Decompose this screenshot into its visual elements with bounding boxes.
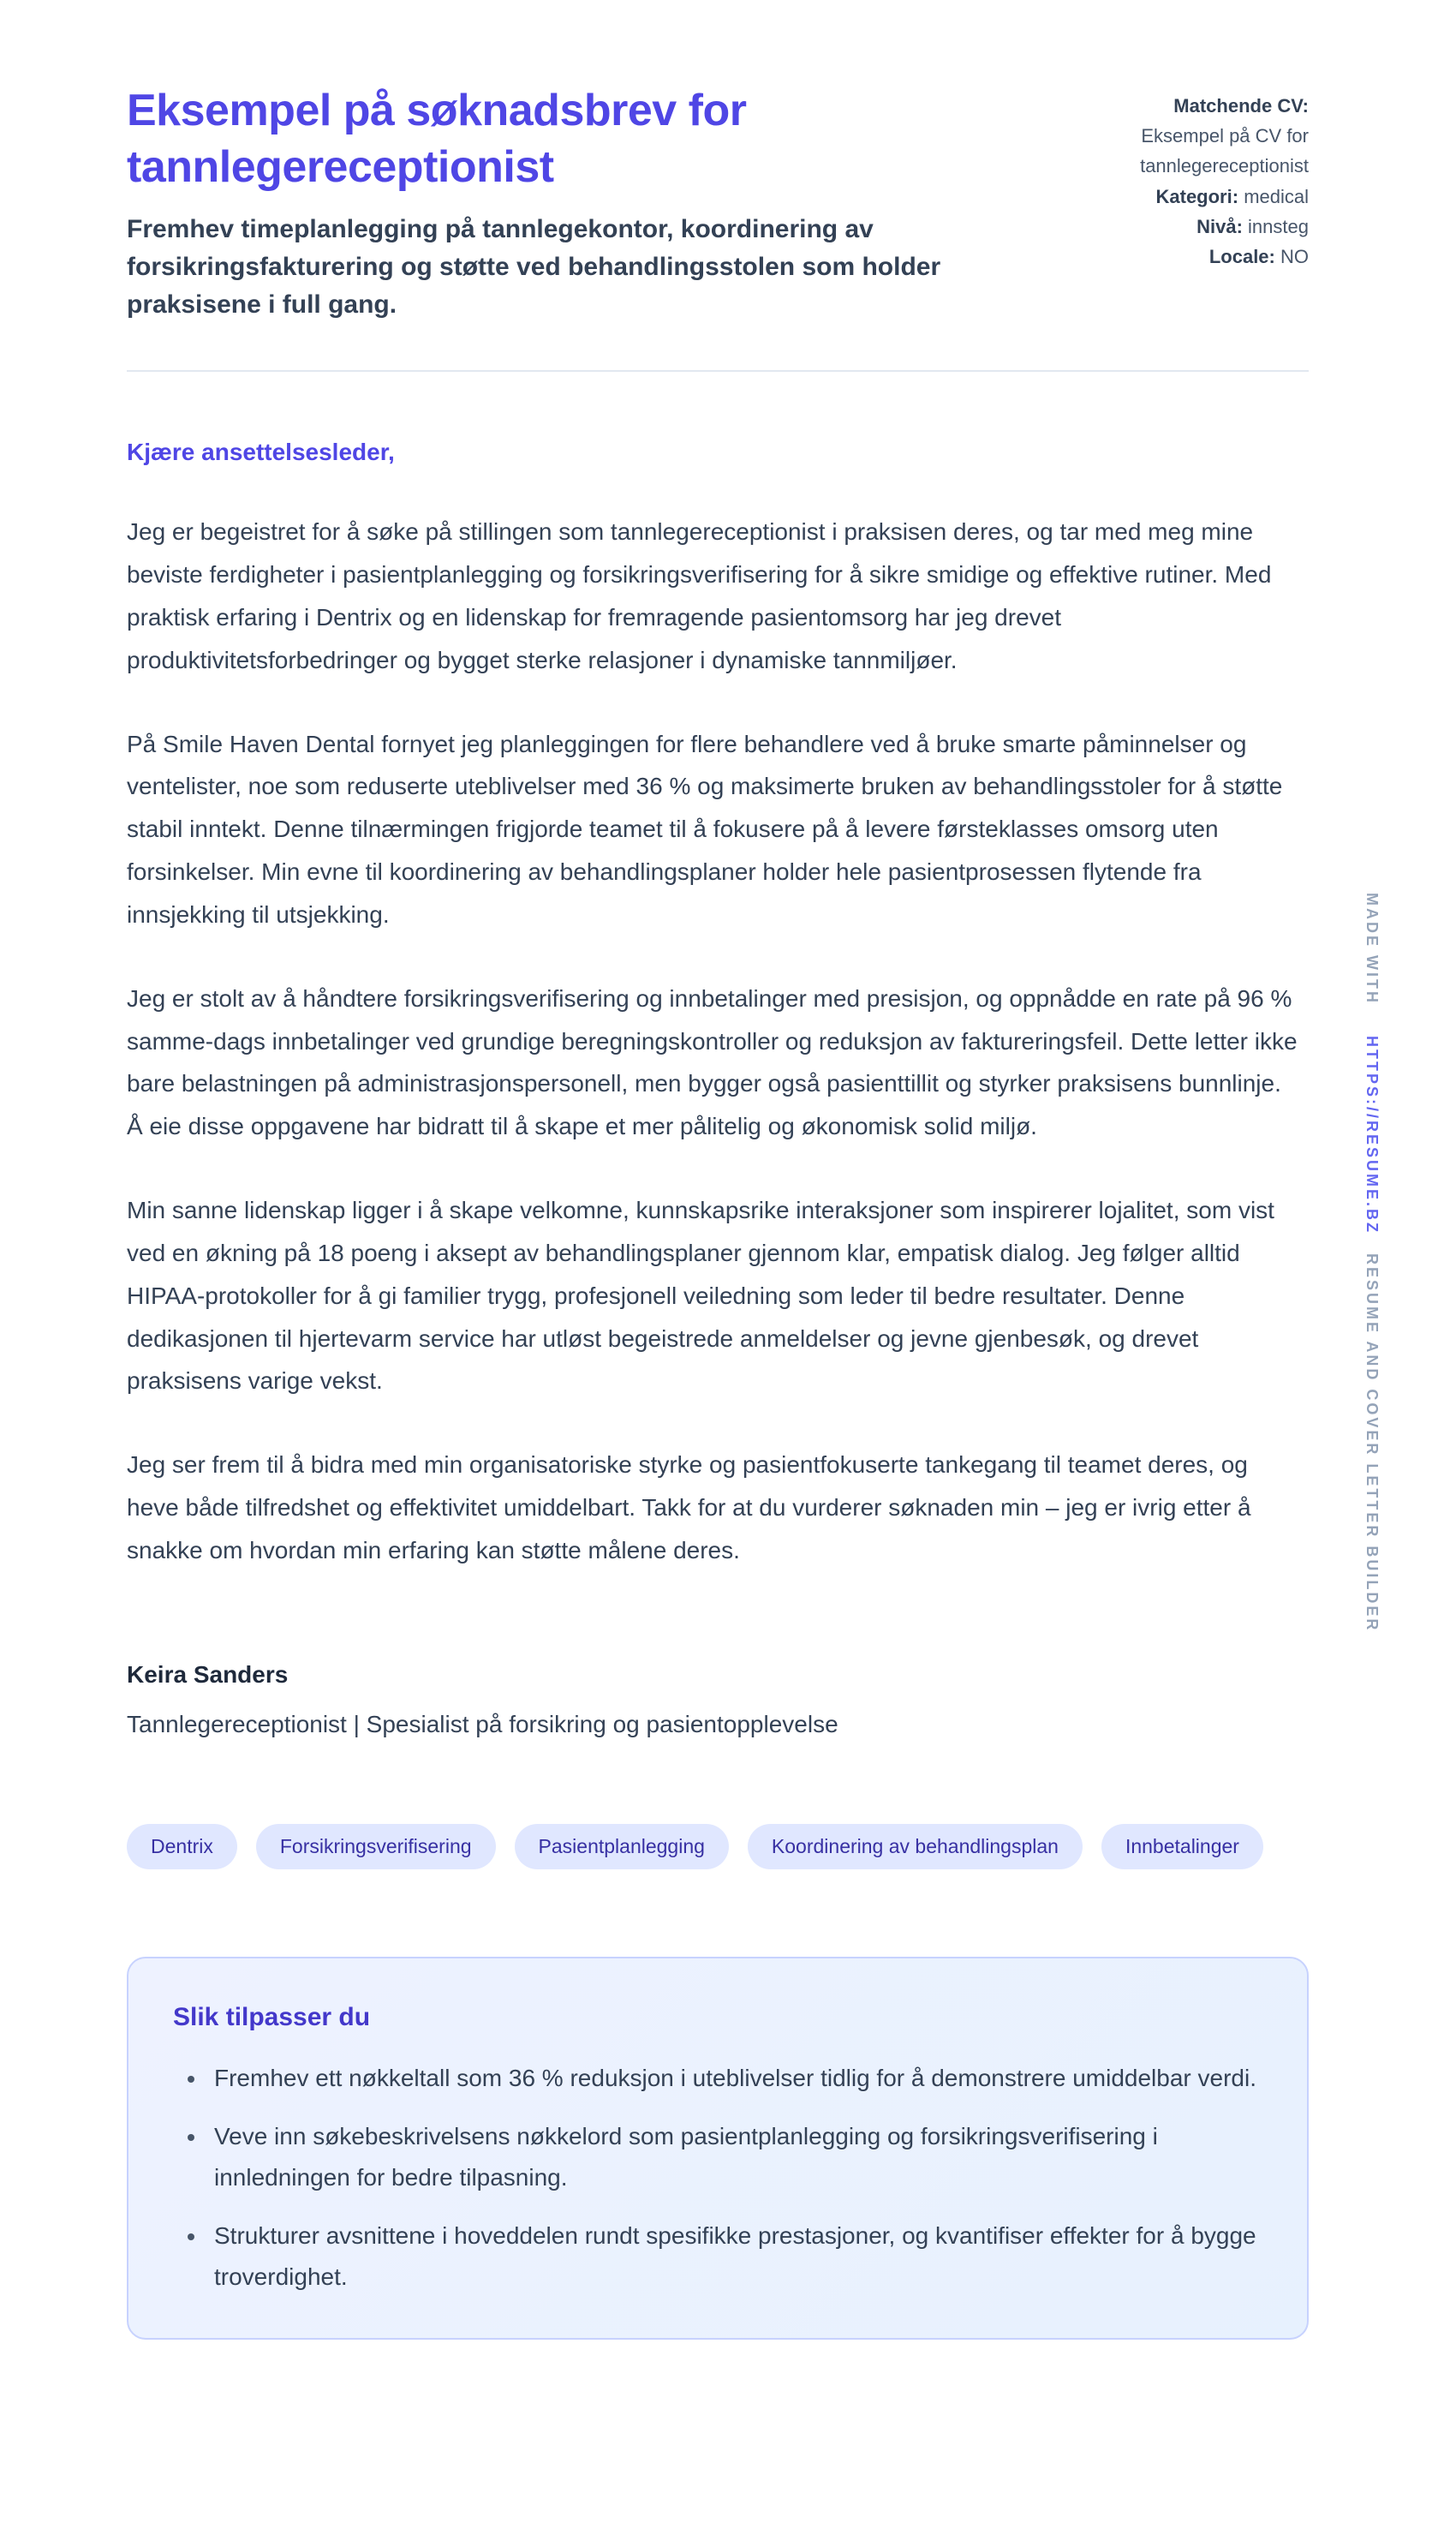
letter-body bbox=[127, 439, 1309, 1737]
signature-block bbox=[127, 1661, 1309, 1738]
letter-paragraph: Jeg er begeistret for å søke på stillingen som tannlegereceptionist i praksisen deres, og tar med meg mine beviste ferdigheter i pasientplanlegging og forsikringsverifisering for å sikre smidige og effektive rutiner. Med praktisk erfaring i Dentrix og en lidenskap for fremragende pasientomsorg har jeg drevet produktivitetsforbedringer og bygget sterke relasjoner i dynamiske tannmiljøer. bbox=[127, 518, 1272, 673]
meta-locale-value: NO bbox=[1280, 245, 1309, 267]
letter-paragraph: På Smile Haven Dental fornyet jeg planleggingen for flere behandlere ved å bruke smarte påminnelser og ventelister, noe som reduserte uteblivelser med 36 % og maksimerte bruken av behandlingsstoler for å støtte stabil inntekt. Denne tilnærmingen frigjorde teamet til å fokusere på å levere førsteklasses omsorg uten forsinkelser. Min evne til koordinering av behandlingsplaner holder hele pasientprosessen flytende fra innsjekking til utsjekking. bbox=[127, 730, 1283, 928]
tips-list bbox=[173, 2058, 1262, 2299]
tag-pill[interactable]: Dentrix bbox=[127, 1824, 237, 1869]
signature-name: Keira Sanders bbox=[127, 1660, 289, 1688]
tips-heading: Slik tilpasser du bbox=[173, 2002, 371, 2031]
watermark bbox=[1363, 893, 1381, 1644]
meta-matching-cv bbox=[1035, 91, 1309, 182]
meta-matching-cv-link[interactable]: Eksempel på CV for tannlegereceptionist bbox=[1140, 125, 1309, 177]
meta-category bbox=[1035, 182, 1309, 212]
letter-paragraph: Jeg ser frem til å bidra med min organisatoriske styrke og pasientfokuserte tankegang til teamet deres, og heve både tilfredshet og effektivitet umiddelbart. Takk for at du vurderer søknaden min – jeg er ivrig etter å snakke om hvordan min erfaring kan støtte målene deres. bbox=[127, 1451, 1251, 1563]
meta-level-value: innsteg bbox=[1248, 215, 1309, 237]
tip-item: • Veve inn søkebeskrivelsens nøkkelord som pasientplanlegging og forsikringsverifisering i innledningen for bedre tilpasning. bbox=[207, 2116, 1262, 2198]
tip-item: • Strukturer avsnittene i hoveddelen rundt spesifikke prestasjoner, og kvantifiser effekter for å bygge troverdighet. bbox=[207, 2215, 1262, 2298]
meta-locale bbox=[1035, 242, 1309, 272]
meta-level-label: Nivå: bbox=[1196, 215, 1243, 237]
letter-paragraph: Min sanne lidenskap ligger i å skape velkomne, kunnskapsrike interaksjoner som inspirerer lojalitet, som vist ved en økning på 18 poeng i aksept av behandlingsplaner gjennom klar, empatisk dialog. Jeg følger alltid HIPAA-protokoller for å gi familier trygg, profesjonell veiledning som leder til bedre resultater. Denne dedikasjonen til hjertevarm service har utløst begeistrede anmeldelser og jevne gjenbesøk, og drevet praksisens varige vekst. bbox=[127, 1197, 1274, 1395]
watermark-made-with: MADE WITH bbox=[1364, 893, 1381, 1005]
header-left bbox=[127, 82, 983, 324]
tip-item: • Fremhev ett nøkkeltall som 36 % reduksjon i uteblivelser tidlig for å demonstrere umiddelbar verdi. bbox=[207, 2058, 1262, 2099]
tag-pill[interactable]: Forsikringsverifisering bbox=[256, 1824, 496, 1869]
watermark-suffix: RESUME AND COVER LETTER BUILDER bbox=[1364, 1253, 1381, 1633]
tips-card bbox=[127, 1957, 1309, 2340]
meta-category-value: medical bbox=[1244, 185, 1309, 207]
page-title: Eksempel på søknadsbrev for tannlegereceptionist bbox=[127, 86, 747, 193]
page-subtitle: Fremhev timeplanlegging på tannlegekontor, koordinering av forsikringsfakturering og støtte ved behandlingsstolen som holder praksisene i full gang. bbox=[127, 215, 941, 320]
tag-pill[interactable]: Pasientplanlegging bbox=[515, 1824, 729, 1869]
tag-list bbox=[127, 1824, 1309, 1869]
letter-greeting: Kjære ansettelsesleder, bbox=[127, 439, 395, 466]
meta-locale-label: Locale: bbox=[1208, 245, 1275, 267]
meta-level bbox=[1035, 212, 1309, 242]
header bbox=[127, 82, 1309, 324]
header-divider bbox=[127, 370, 1309, 372]
meta-category-label: Kategori: bbox=[1155, 185, 1239, 207]
meta-panel bbox=[1035, 82, 1309, 272]
signature-title: Tannlegereceptionist | Spesialist på forsikring og pasientopplevelse bbox=[127, 1710, 838, 1737]
meta-matching-cv-label: Matchende CV: bbox=[1173, 95, 1309, 117]
tag-pill[interactable]: Koordinering av behandlingsplan bbox=[748, 1824, 1083, 1869]
content-container bbox=[127, 0, 1309, 2340]
letter-paragraph: Jeg er stolt av å håndtere forsikringsverifisering og innbetalinger med presisjon, og oppnådde en rate på 96 % samme-dags innbetalinger ved grundige beregningskontroller og reduksjon av faktureringsfeil. Dette letter ikke bare belastningen på administrasjonspersonell, men bygger også pasienttillit og styrker praksisens bunnlinje. Å eie disse oppgavene har bidratt til å skape et mer pålitelig og økonomisk solid miljø. bbox=[127, 984, 1298, 1140]
tag-pill[interactable]: Innbetalinger bbox=[1101, 1824, 1263, 1869]
watermark-link[interactable]: HTTPS://RESUME.BZ bbox=[1364, 1036, 1381, 1235]
